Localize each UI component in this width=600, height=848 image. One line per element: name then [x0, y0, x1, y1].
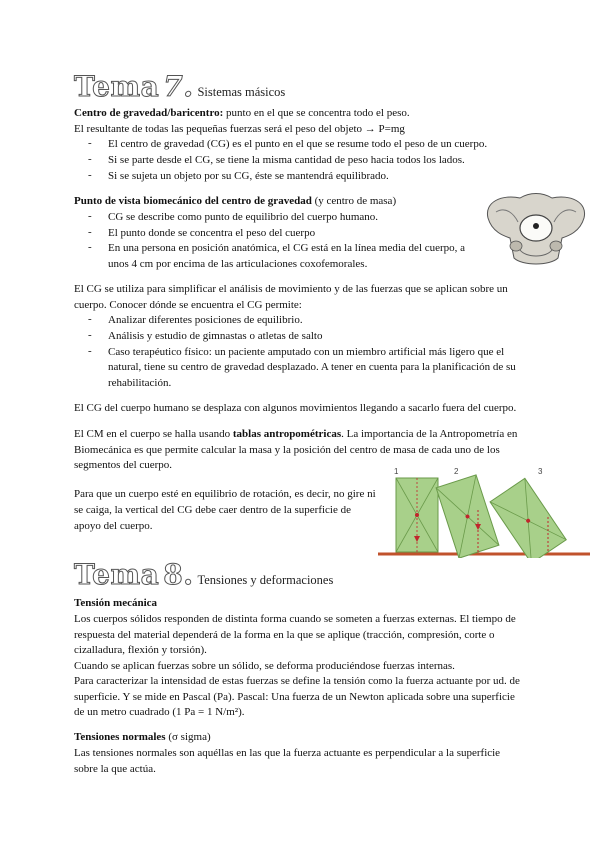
- list-item-continued: unos 4 cm por encima de las articulaciones coxofemorales.: [108, 258, 368, 270]
- block-falling: [490, 478, 566, 558]
- list-item: El punto donde se concentra el peso del cuerpo: [108, 227, 316, 239]
- paragraph-line: Los cuerpos sólidos responden de distinta forma cuando se someten a fuerzas externas. El tiempo de: [74, 613, 516, 625]
- figure-label: 2: [454, 467, 459, 476]
- list-item-continued: natural, tiene su centro de gravedad desplazado. A tener en cuenta para la planificación de su: [108, 361, 516, 373]
- pelvis-illustration: [480, 188, 592, 270]
- normal-tensions-heading: [74, 730, 211, 746]
- paragraph-line: Cuando se aplican fuerzas sobre un sólido, se deforma produciéndose fuerzas internas.: [74, 660, 455, 672]
- tema8-heading: [74, 558, 333, 591]
- biomechanical-heading-bold: Punto de vista biomecánico del centro de gravedad: [74, 195, 312, 207]
- tema7-number: 7.: [163, 70, 194, 103]
- resultant-line: El resultante de todas las pequeñas fuerzas será el peso del objeto → P=mg: [74, 123, 405, 135]
- paragraph-line: Las tensiones normales son aquéllas en las que la fuerza actuante es perpendicular a la superficie: [74, 747, 501, 759]
- para3-start: El CM en el cuerpo se halla usando: [74, 428, 233, 440]
- list-item: CG se describe como punto de equilibrio del cuerpo humano.: [108, 211, 379, 223]
- paragraph-line: Para que un cuerpo esté en equilibrio de rotación, es decir, no gire ni: [74, 488, 376, 500]
- paragraph-line: sobre la que actúa.: [74, 763, 156, 775]
- paragraph-line: Biomecánica es que permite calcular la masa y la posición del centro de masa de cada uno de los: [74, 444, 500, 456]
- para3-bold: tablas antropométricas: [232, 428, 342, 440]
- para3-end: . La importancia de la Antropometría en: [341, 428, 518, 440]
- list-item-continued: rehabilitación.: [108, 377, 172, 389]
- tema7-word: Tema: [74, 70, 160, 103]
- list-item: Caso terapéutico físico: un paciente amputado con un miembro artificial más ligero que el: [108, 346, 505, 358]
- paragraph-line: [74, 427, 517, 443]
- tension-heading: Tensión mecánica: [74, 597, 158, 609]
- list-item: Analizar diferentes posiciones de equilibrio.: [108, 314, 303, 326]
- list-item: El centro de gravedad (CG) es el punto en el que se resume todo el peso de un cuerpo.: [108, 138, 488, 150]
- normal-tensions-rest: (σ sigma): [165, 731, 211, 743]
- tema7-heading: [74, 70, 285, 103]
- paragraph-line: El CG del cuerpo humano se desplaza con algunos movimientos llegando a sacarlo fuera del cuerpo.: [74, 402, 517, 414]
- block-upright: [396, 478, 438, 552]
- paragraph-line: cuerpo. Conocer dónde se encuentra el CG permite:: [74, 299, 302, 311]
- tema7-title: Sistemas másicos: [197, 85, 286, 99]
- cg-definition: [74, 106, 410, 122]
- paragraph-line: de un metro cuadrado (1 Pa = 1 N/m²).: [74, 706, 245, 718]
- paragraph-line: Para caracterizar la intensidad de estas fuerzas se define la tensión como la fuerza actuante por ud. de: [74, 675, 520, 687]
- list-item: En una persona en posición anatómica, el CG está en la línea media del cuerpo, a: [108, 242, 466, 254]
- tema8-title: Tensiones y deformaciones: [197, 573, 334, 587]
- paragraph-line: El CG se utiliza para simplificar el análisis de movimiento y de las fuerzas que se aplican sobre un: [74, 283, 508, 295]
- tema8-word: Tema: [74, 558, 160, 591]
- list-item: Si se parte desde el CG, se tiene la misma cantidad de peso hacia todos los lados.: [108, 154, 465, 166]
- cg-definition-text: punto en el que se concentra todo el peso.: [223, 107, 410, 119]
- paragraph-line: apoyo del cuerpo.: [74, 520, 153, 532]
- equilibrium-figure: [378, 462, 590, 558]
- tema8-number: 8.: [163, 558, 194, 591]
- normal-tensions-bold: Tensiones normales: [74, 731, 166, 743]
- paragraph-line: superficie. Y se mide en Pascal (Pa). Pascal: Una fuerza de un Newton aplicada sobre una superficie: [74, 691, 515, 703]
- biomechanical-heading: [74, 194, 396, 210]
- figure-label: 3: [538, 467, 543, 476]
- cg-definition-label: Centro de gravedad/baricentro:: [74, 107, 224, 119]
- biomechanical-heading-rest: (y centro de masa): [311, 195, 397, 207]
- block-tilted: [436, 475, 499, 558]
- paragraph-line: segmentos del cuerpo.: [74, 459, 173, 471]
- list-item: Si se sujeta un objeto por su CG, éste se mantendrá equilibrado.: [108, 170, 389, 182]
- figure-label: 1: [394, 467, 399, 476]
- list-item: Análisis y estudio de gimnastas o atletas de salto: [108, 330, 323, 342]
- paragraph-line: cizalladura, flexión y torsión).: [74, 644, 207, 656]
- paragraph-line: se caiga, la vertical del CG debe caer dentro de la superficie de: [74, 504, 351, 516]
- paragraph-line: respuesta del material dependerá de la forma en la que se aplique (tracción, compresión, corte o: [74, 629, 495, 641]
